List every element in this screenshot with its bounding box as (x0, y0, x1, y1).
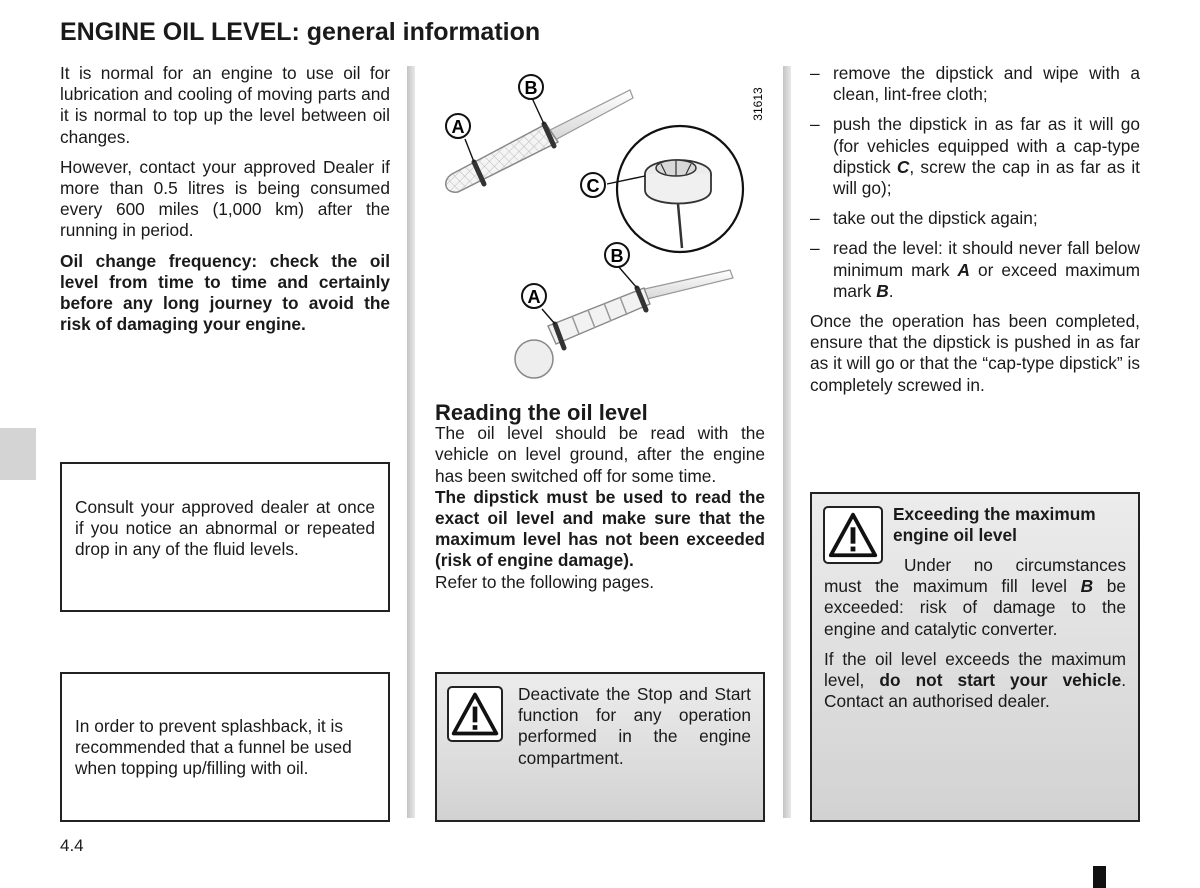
step-remove (810, 63, 1140, 105)
figure-number: 31613 (751, 87, 765, 121)
label-b-top-text: B (524, 78, 538, 98)
label-b-bottom (605, 243, 629, 267)
step-take-out (810, 208, 1140, 229)
label-a-top (446, 114, 470, 138)
step-read-text-b: or exceed maximum mark (833, 259, 1141, 301)
note-dealer-text: Consult your approved dealer at once if you notice an abnormal or repeated drop in any of the fluid levels. (75, 497, 375, 560)
refer-text: Refer to the following pages. (435, 571, 655, 592)
step-remove-text: remove the dipstick and wipe with a clean, lint-free cloth; (833, 63, 1140, 105)
label-a-bottom (522, 284, 546, 308)
dealer-paragraph: However, contact your approved Dealer if more than 0.5 litres is being consumed every 600 miles (1,000 km) after the running in period. (60, 156, 390, 241)
label-c (581, 173, 605, 197)
stop-start-warning-text: Deactivate the Stop and Start function for any operation performed in the engine compartment. (518, 684, 751, 768)
right-column (810, 63, 1140, 405)
dipstick-round (515, 270, 733, 378)
reading-paragraph: The oil level should be read with the vehicle on level ground, after the engine has been switched off for some time. (435, 423, 765, 486)
label-c-text: C (586, 176, 600, 196)
column-divider-right (783, 66, 791, 818)
warning-triangle-icon (447, 686, 503, 742)
label-a-top-text: A (451, 117, 465, 137)
left-column (60, 63, 390, 344)
step-push-text-b: , screw the cap in as far as it will go); (833, 156, 1140, 199)
column-divider-left (407, 66, 415, 818)
page-edge-mark (1093, 866, 1106, 888)
warning-box-stop-start (435, 672, 765, 822)
intro-paragraph: It is normal for an engine to use oil for lubrication and cooling of moving parts and it is normal to top up the level between oil changes. (60, 63, 390, 147)
mark-a: A (957, 259, 970, 280)
step-take-out-text: take out the dipstick again; (833, 208, 1038, 229)
oil-change-frequency: Oil change frequency: check the oil level from time to time and certainly before any long journey to avoid the risk of damaging your engine. (60, 250, 390, 335)
max-level-warning-body (824, 555, 1126, 721)
do-not-start-text: do not start your vehicle (879, 670, 1122, 691)
dipstick-figure (430, 62, 770, 402)
page-number: 4.4 (60, 836, 84, 855)
completion-paragraph: Once the operation has been completed, ensure that the dipstick is pushed in as far as it will go or that the “cap-type dipstick” is completely screwed in. (810, 311, 1140, 395)
exceed-text-b: . Contact an authorised dealer. (824, 670, 1126, 712)
label-b-bottom-text: B (610, 246, 624, 266)
step-read-text-c: . (888, 280, 894, 301)
dipstick-flat (446, 90, 633, 192)
note-box-funnel (60, 672, 390, 822)
label-b-top (519, 75, 543, 99)
exceed-text-a: If the oil level exceeds the maximum level, (824, 648, 1126, 691)
note-funnel-text: In order to prevent splashback, it is recommended that a funnel be used when topping up/filling with oil. (75, 716, 352, 779)
chapter-tab (0, 428, 36, 480)
mark-b: B (1080, 576, 1094, 597)
step-push-text-a: push the dipstick in as far as it will go (for vehicles equipped with a cap-type dipstick (833, 114, 1140, 177)
page-title: ENGINE OIL LEVEL: general information (60, 18, 541, 46)
step-read-text-a: read the level: it should never fall below minimum mark (833, 238, 1140, 280)
middle-column-text (435, 402, 765, 602)
cap-detail (617, 126, 743, 252)
section-heading: Reading the oil level (435, 400, 648, 425)
dipstick-warning-text: The dipstick must be used to read the exact oil level and make sure that the maximum level has not been exceeded (risk of engine damage). (435, 486, 765, 571)
procedure-steps (810, 63, 1140, 302)
warning-box-max-level (810, 492, 1140, 822)
note-box-dealer (60, 462, 390, 612)
mark-b: B (876, 280, 889, 301)
mark-c: C (896, 156, 910, 177)
max-level-text-a: Under no circumstances must the maximum fill level (824, 555, 1126, 597)
max-level-warning-title: Exceeding the maximum engine oil level (893, 504, 1096, 546)
step-read (810, 238, 1140, 302)
step-push (810, 114, 1140, 199)
dipstick-illustration (430, 62, 770, 402)
max-level-text-b: be exceeded: risk of damage to the engine and catalytic converter. (824, 576, 1126, 639)
label-a-bottom-text: A (527, 287, 541, 307)
